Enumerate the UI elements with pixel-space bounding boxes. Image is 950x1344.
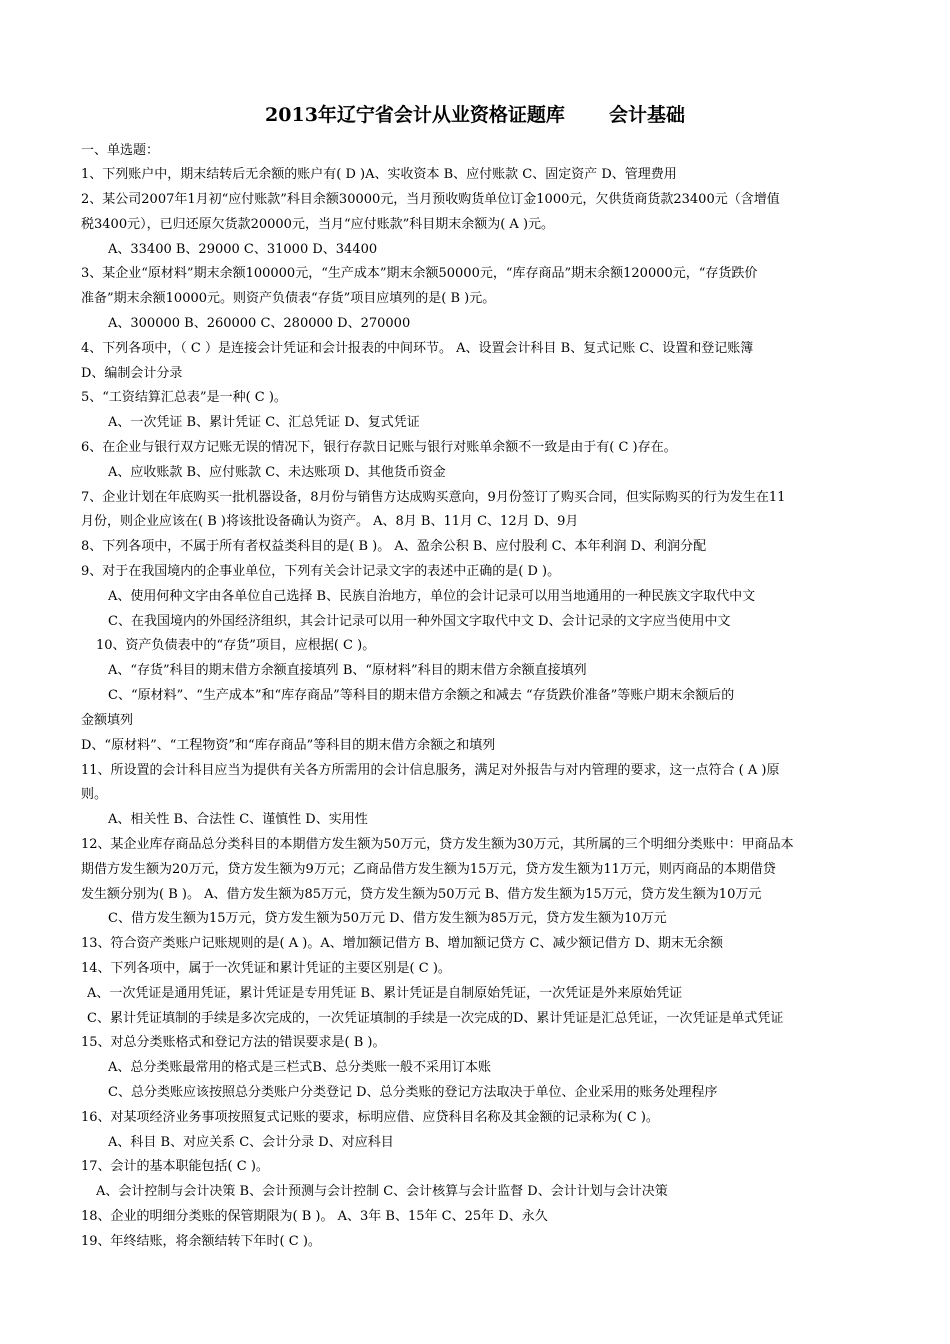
question-2: 2、某公司2007年1月初“应付账款”科目余额30000元，当月预收购货单位订金1000元，欠供货商货款23400元（含增值: [81, 192, 780, 207]
question-15-options-cd: C、总分类账应该按照总分类账户分类登记 D、总分类账的登记方法取决于单位、企业采用的账务处理程序: [108, 1085, 718, 1100]
question-6: 6、在企业与银行双方记账无误的情况下，银行存款日记账与银行对账单余额不一致是由于有( C )存在。: [81, 440, 677, 455]
question-16: 16、对某项经济业务事项按照复式记账的要求，标明应借、应贷科目名称及其金额的记录称为( C )。: [81, 1110, 659, 1125]
question-4-cont: D、编制会计分录: [81, 366, 183, 381]
question-16-options: A、科目 B、对应关系 C、会计分录 D、对应科目: [108, 1135, 394, 1150]
question-15: 15、对总分类账格式和登记方法的错误要求是( B )。: [81, 1035, 386, 1050]
question-13: 13、符合资产类账户记账规则的是( A )。A、增加额记借方 B、增加额记贷方 C、减少额记借方 D、期末无余额: [81, 936, 724, 951]
question-9-options-ab: A、使用何种文字由各单位自己选择 B、民族自治地方，单位的会计记录可以用当地通用的一种民族文字取代中文: [108, 589, 756, 604]
question-17: 17、会计的基本职能包括( C )。: [81, 1159, 269, 1174]
question-18: 18、企业的明细分类账的保管期限为( B )。 A、3年 B、15年 C、25年 D、永久: [81, 1209, 548, 1224]
question-12: 12、某企业库存商品总分类科目的本期借方发生额为50万元，贷方发生额为30万元，其所属的三个明细分类账中：甲商品本: [81, 837, 794, 852]
question-4: 4、下列各项中，（ C ）是连接会计凭证和会计报表的中间环节。 A、设置会计科目 B、复式记账 C、设置和登记账簿: [81, 341, 754, 356]
question-1: 1、下列账户中，期末结转后无余额的账户有( D )A、实收资本 B、应付账款 C、固定资产 D、管理费用: [81, 167, 677, 182]
question-14: 14、下列各项中，属于一次凭证和累计凭证的主要区别是( C )。: [81, 961, 451, 976]
question-14-options-ab: A、一次凭证是通用凭证，累计凭证是专用凭证 B、累计凭证是自制原始凭证，一次凭证是外来原始凭证: [87, 986, 683, 1001]
question-8: 8、下列各项中，不属于所有者权益类科目的是( B )。 A、盈余公积 B、应付股利 C、本年利润 D、利润分配: [81, 539, 707, 554]
question-2-cont: 税3400元），已归还原欠货款20000元，当月“应付账款”科目期末余额为( A )元。: [81, 217, 555, 232]
question-7: 7、企业计划在年底购买一批机器设备，8月份与销售方达成购买意向，9月份签订了购买合同，但实际购买的行为发生在11: [81, 490, 786, 505]
question-6-options: A、应收账款 B、应付账款 C、未达账项 D、其他货币资金: [108, 465, 446, 480]
question-2-options: A、33400 B、29000 C、31000 D、34400: [108, 242, 378, 257]
section-heading: 一、单选题：: [81, 143, 160, 158]
title-main: 2013年辽宁省会计从业资格证题库: [265, 104, 565, 126]
question-9: 9、对于在我国境内的企事业单位，下列有关会计记录文字的表述中正确的是( D )。: [81, 564, 561, 579]
question-5: 5、“工资结算汇总表”是一种( C )。: [81, 390, 287, 405]
question-7-cont: 月份，则企业应该在( B )将该批设备确认为资产。 A、8月 B、11月 C、12月 D、9月: [81, 514, 579, 529]
page-title: [0, 100, 950, 127]
question-17-options: A、会计控制与会计决策 B、会计预测与会计控制 C、会计核算与会计监督 D、会计计划与会计决策: [96, 1184, 668, 1199]
question-15-options-ab: A、总分类账最常用的格式是三栏式B、总分类账一般不采用订本账: [108, 1060, 491, 1075]
question-10-options-ab: A、“存货”科目的期末借方余额直接填列 B、“原材料”科目的期末借方余额直接填列: [108, 663, 587, 678]
question-14-options-cd: C、累计凭证填制的手续是多次完成的，一次凭证填制的手续是一次完成的D、累计凭证是汇总凭证，一次凭证是单式凭证: [87, 1011, 784, 1026]
question-10-option-c: C、“原材料”、“生产成本”和“库存商品”等科目的期末借方余额之和减去 “存货跌价准备”等账户期末余额后的: [108, 688, 735, 703]
title-sub: 会计基础: [608, 104, 685, 126]
question-11-options: A、相关性 B、合法性 C、谨慎性 D、实用性: [108, 812, 368, 827]
question-10-option-c-cont: 金额填列: [81, 713, 134, 728]
question-5-options: A、一次凭证 B、累计凭证 C、汇总凭证 D、复式凭证: [108, 415, 420, 430]
question-3-options: A、300000 B、260000 C、280000 D、270000: [108, 316, 411, 331]
question-10: 10、资产负债表中的“存货”项目，应根据( C )。: [96, 638, 376, 653]
question-19: 19、年终结账，将余额结转下年时( C )。: [81, 1234, 321, 1249]
question-12-cont: 期借方发生额为20万元，贷方发生额为9万元；乙商品借方发生额为15万元，贷方发生额为11万元，则丙商品的本期借贷: [81, 862, 776, 877]
question-11-cont: 则。: [81, 787, 108, 802]
question-10-option-d: D、“原材料”、“工程物资”和“库存商品”等科目的期末借方余额之和填列: [81, 738, 496, 753]
question-3-cont: 准备”期末余额10000元。则资产负债表“存货”项目应填列的是( B )元。: [81, 291, 496, 306]
question-12-options-ab: 发生额分别为( B )。 A、借方发生额为85万元，贷方发生额为50万元 B、借方发生额为15万元，贷方发生额为10万元: [81, 887, 762, 902]
question-12-options-cd: C、借方发生额为15万元，贷方发生额为50万元 D、借方发生额为85万元，贷方发生额为10万元: [108, 911, 667, 926]
question-9-options-cd: C、在我国境内的外国经济组织，其会计记录可以用一种外国文字取代中文 D、会计记录的文字应当使用中文: [108, 614, 731, 629]
question-3: 3、某企业“原材料”期末余额100000元，“生产成本”期末余额50000元，“库存商品”期末余额120000元，“存货跌价: [81, 266, 758, 281]
question-11: 11、所设置的会计科目应当为提供有关各方所需用的会计信息服务，满足对外报告与对内管理的要求，这一点符合 ( A )原: [81, 763, 780, 778]
